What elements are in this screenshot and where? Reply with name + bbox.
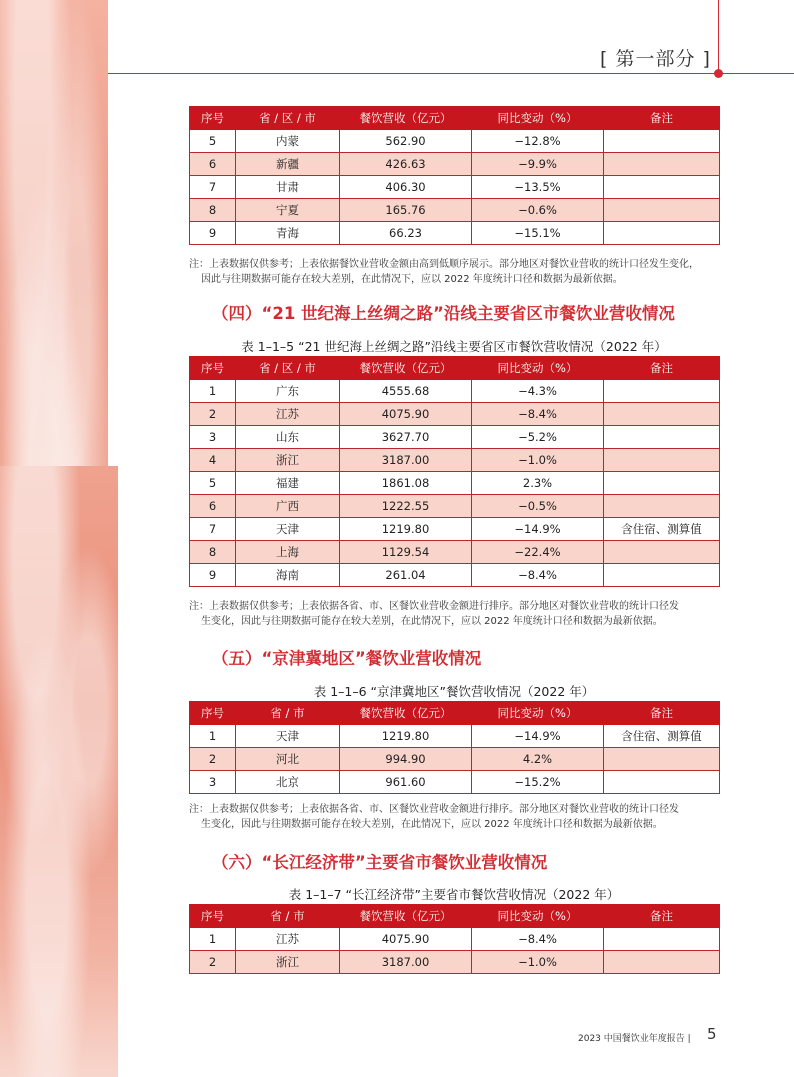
cell-region: 浙江 [236, 449, 340, 472]
page-number: 5 [707, 1025, 717, 1043]
col-header-yoy: 同比变动（%） [472, 905, 604, 928]
table-row [190, 725, 720, 748]
cell-yoy: −1.0% [472, 449, 604, 472]
cell-remark [604, 176, 720, 199]
cell-region: 山东 [236, 426, 340, 449]
cell-index: 2 [190, 951, 236, 974]
cell-remark [604, 426, 720, 449]
cell-yoy: −9.9% [472, 153, 604, 176]
cell-revenue: 1219.80 [340, 518, 472, 541]
cell-yoy: −8.4% [472, 928, 604, 951]
cell-remark [604, 564, 720, 587]
cell-revenue: 66.23 [340, 222, 472, 245]
table-row [190, 153, 720, 176]
cell-region: 上海 [236, 541, 340, 564]
section-5-title: （五）“京津冀地区”餐饮业营收情况 [212, 649, 482, 668]
col-header-index: 序号 [190, 702, 236, 725]
cell-yoy: 4.2% [472, 748, 604, 771]
cell-yoy: −22.4% [472, 541, 604, 564]
cell-index: 5 [190, 472, 236, 495]
table-1-1-7-caption: 表 1–1–7 “长江经济带”主要省市餐饮营收情况（2022 年） [288, 887, 620, 902]
cell-revenue: 1861.08 [340, 472, 472, 495]
table-row [190, 518, 720, 541]
cell-revenue: 165.76 [340, 199, 472, 222]
table-yangtze-belt [189, 904, 720, 974]
cell-revenue: 4075.90 [340, 403, 472, 426]
note-line: 生变化，因此与往期数据可能存在较大差别，在此情况下，应以 2022 年度统计口径和数据为最新依据。 [201, 616, 663, 627]
cell-region: 福建 [236, 472, 340, 495]
table-row [190, 199, 720, 222]
cell-region: 浙江 [236, 951, 340, 974]
cell-index: 4 [190, 449, 236, 472]
table-1-1-6-note [189, 802, 719, 832]
col-header-region: 省 / 区 / 市 [236, 357, 340, 380]
cell-revenue: 4555.68 [340, 380, 472, 403]
part-label: [ 第一部分 ] [600, 48, 711, 70]
table-1-1-5-caption: 表 1–1–5 “21 世纪海上丝绸之路”沿线主要省区市餐饮营收情况（2022 年） [241, 339, 667, 354]
cell-index: 2 [190, 748, 236, 771]
table-row [190, 564, 720, 587]
cell-remark [604, 928, 720, 951]
table-row [190, 176, 720, 199]
note-line: 注：上表数据仅供参考；上表依据各省、市、区餐饮业营收金额进行排序。部分地区对餐饮业营收的统计口径发 [189, 601, 679, 612]
col-header-remark: 备注 [604, 107, 720, 130]
header-horizontal-rule [108, 73, 794, 74]
cell-yoy: −4.3% [472, 380, 604, 403]
cell-index: 7 [190, 518, 236, 541]
header-rule-dot [714, 69, 723, 78]
cell-yoy: −15.1% [472, 222, 604, 245]
cell-yoy: −5.2% [472, 426, 604, 449]
cell-revenue: 4075.90 [340, 928, 472, 951]
cell-remark [604, 951, 720, 974]
cell-region: 海南 [236, 564, 340, 587]
cell-remark [604, 495, 720, 518]
cell-revenue: 261.04 [340, 564, 472, 587]
cell-region: 新疆 [236, 153, 340, 176]
cell-region: 广东 [236, 380, 340, 403]
table-row [190, 449, 720, 472]
table-maritime-silk-road [189, 356, 720, 587]
cell-index: 6 [190, 153, 236, 176]
col-header-yoy: 同比变动（%） [472, 702, 604, 725]
cell-yoy: −8.4% [472, 564, 604, 587]
cell-yoy: −13.5% [472, 176, 604, 199]
header-vertical-rule [718, 0, 719, 73]
cell-region: 青海 [236, 222, 340, 245]
cell-remark [604, 771, 720, 794]
col-header-revenue: 餐饮营收（亿元） [340, 702, 472, 725]
table-row [190, 222, 720, 245]
cell-remark [604, 748, 720, 771]
cell-index: 5 [190, 130, 236, 153]
col-header-revenue: 餐饮营收（亿元） [340, 107, 472, 130]
table-row [190, 928, 720, 951]
cell-index: 8 [190, 541, 236, 564]
cell-revenue: 3187.00 [340, 951, 472, 974]
table-row [190, 495, 720, 518]
cell-revenue: 1219.80 [340, 725, 472, 748]
cell-remark [604, 222, 720, 245]
table-northwest [189, 106, 720, 245]
cell-remark [604, 199, 720, 222]
table-row [190, 748, 720, 771]
cell-revenue: 994.90 [340, 748, 472, 771]
cell-index: 9 [190, 564, 236, 587]
table-1-1-6-caption: 表 1–1–6 “京津冀地区”餐饮营收情况（2022 年） [313, 684, 595, 699]
table-jingjinji [189, 701, 720, 794]
cell-remark [604, 472, 720, 495]
footer-report-name: 2023 中国餐饮业年度报告 | [578, 1034, 691, 1044]
col-header-yoy: 同比变动（%） [472, 107, 604, 130]
table-row [190, 951, 720, 974]
cell-revenue: 1129.54 [340, 541, 472, 564]
cell-yoy: −15.2% [472, 771, 604, 794]
col-header-yoy: 同比变动（%） [472, 357, 604, 380]
table-row [190, 130, 720, 153]
col-header-index: 序号 [190, 357, 236, 380]
cell-region: 天津 [236, 725, 340, 748]
col-header-region: 省 / 市 [236, 905, 340, 928]
col-header-revenue: 餐饮营收（亿元） [340, 905, 472, 928]
table-row [190, 771, 720, 794]
col-header-index: 序号 [190, 107, 236, 130]
decorative-photo-band-lower [0, 466, 118, 1077]
note-line: 注：上表数据仅供参考；上表依据各省、市、区餐饮业营收金额进行排序。部分地区对餐饮业营收的统计口径发 [189, 804, 679, 815]
table-row [190, 541, 720, 564]
table-row [190, 472, 720, 495]
cell-index: 1 [190, 928, 236, 951]
col-header-remark: 备注 [604, 357, 720, 380]
cell-remark [604, 380, 720, 403]
cell-yoy: −0.5% [472, 495, 604, 518]
cell-index: 8 [190, 199, 236, 222]
cell-region: 北京 [236, 771, 340, 794]
cell-remark: 含住宿、测算值 [604, 518, 720, 541]
col-header-revenue: 餐饮营收（亿元） [340, 357, 472, 380]
cell-remark [604, 153, 720, 176]
table1-note [189, 257, 719, 287]
cell-yoy: −0.6% [472, 199, 604, 222]
cell-yoy: −14.9% [472, 518, 604, 541]
cell-index: 1 [190, 725, 236, 748]
cell-index: 7 [190, 176, 236, 199]
cell-region: 江苏 [236, 928, 340, 951]
cell-index: 9 [190, 222, 236, 245]
col-header-region: 省 / 市 [236, 702, 340, 725]
cell-revenue: 1222.55 [340, 495, 472, 518]
col-header-index: 序号 [190, 905, 236, 928]
cell-region: 广西 [236, 495, 340, 518]
table-1-1-5-note [189, 599, 719, 629]
cell-revenue: 961.60 [340, 771, 472, 794]
cell-remark [604, 541, 720, 564]
cell-region: 河北 [236, 748, 340, 771]
col-header-remark: 备注 [604, 905, 720, 928]
section-6-title: （六）“长江经济带”主要省市餐饮业营收情况 [212, 853, 548, 872]
cell-region: 甘肃 [236, 176, 340, 199]
cell-yoy: 2.3% [472, 472, 604, 495]
cell-index: 3 [190, 771, 236, 794]
cell-revenue: 3627.70 [340, 426, 472, 449]
note-line: 生变化，因此与往期数据可能存在较大差别，在此情况下，应以 2022 年度统计口径和数据为最新依据。 [201, 819, 663, 830]
section-4-title: （四）“21 世纪海上丝绸之路”沿线主要省区市餐饮业营收情况 [212, 304, 675, 323]
cell-index: 1 [190, 380, 236, 403]
cell-remark [604, 449, 720, 472]
note-line: 注：上表数据仅供参考；上表依据餐饮业营收金额由高到低顺序展示。部分地区对餐饮业营收的统计口径发生变化， [189, 259, 699, 270]
cell-region: 天津 [236, 518, 340, 541]
note-line: 因此与往期数据可能存在较大差别，在此情况下，应以 2022 年度统计口径和数据为最新依据。 [201, 274, 623, 285]
cell-index: 6 [190, 495, 236, 518]
cell-revenue: 426.63 [340, 153, 472, 176]
col-header-region: 省 / 区 / 市 [236, 107, 340, 130]
table-row [190, 380, 720, 403]
cell-index: 2 [190, 403, 236, 426]
cell-yoy: −12.8% [472, 130, 604, 153]
cell-region: 宁夏 [236, 199, 340, 222]
cell-remark [604, 403, 720, 426]
col-header-remark: 备注 [604, 702, 720, 725]
cell-revenue: 3187.00 [340, 449, 472, 472]
table-row [190, 403, 720, 426]
cell-yoy: −1.0% [472, 951, 604, 974]
cell-revenue: 406.30 [340, 176, 472, 199]
cell-region: 内蒙 [236, 130, 340, 153]
cell-yoy: −8.4% [472, 403, 604, 426]
cell-remark: 含住宿、测算值 [604, 725, 720, 748]
cell-revenue: 562.90 [340, 130, 472, 153]
cell-remark [604, 130, 720, 153]
cell-index: 3 [190, 426, 236, 449]
table-row [190, 426, 720, 449]
cell-yoy: −14.9% [472, 725, 604, 748]
cell-region: 江苏 [236, 403, 340, 426]
